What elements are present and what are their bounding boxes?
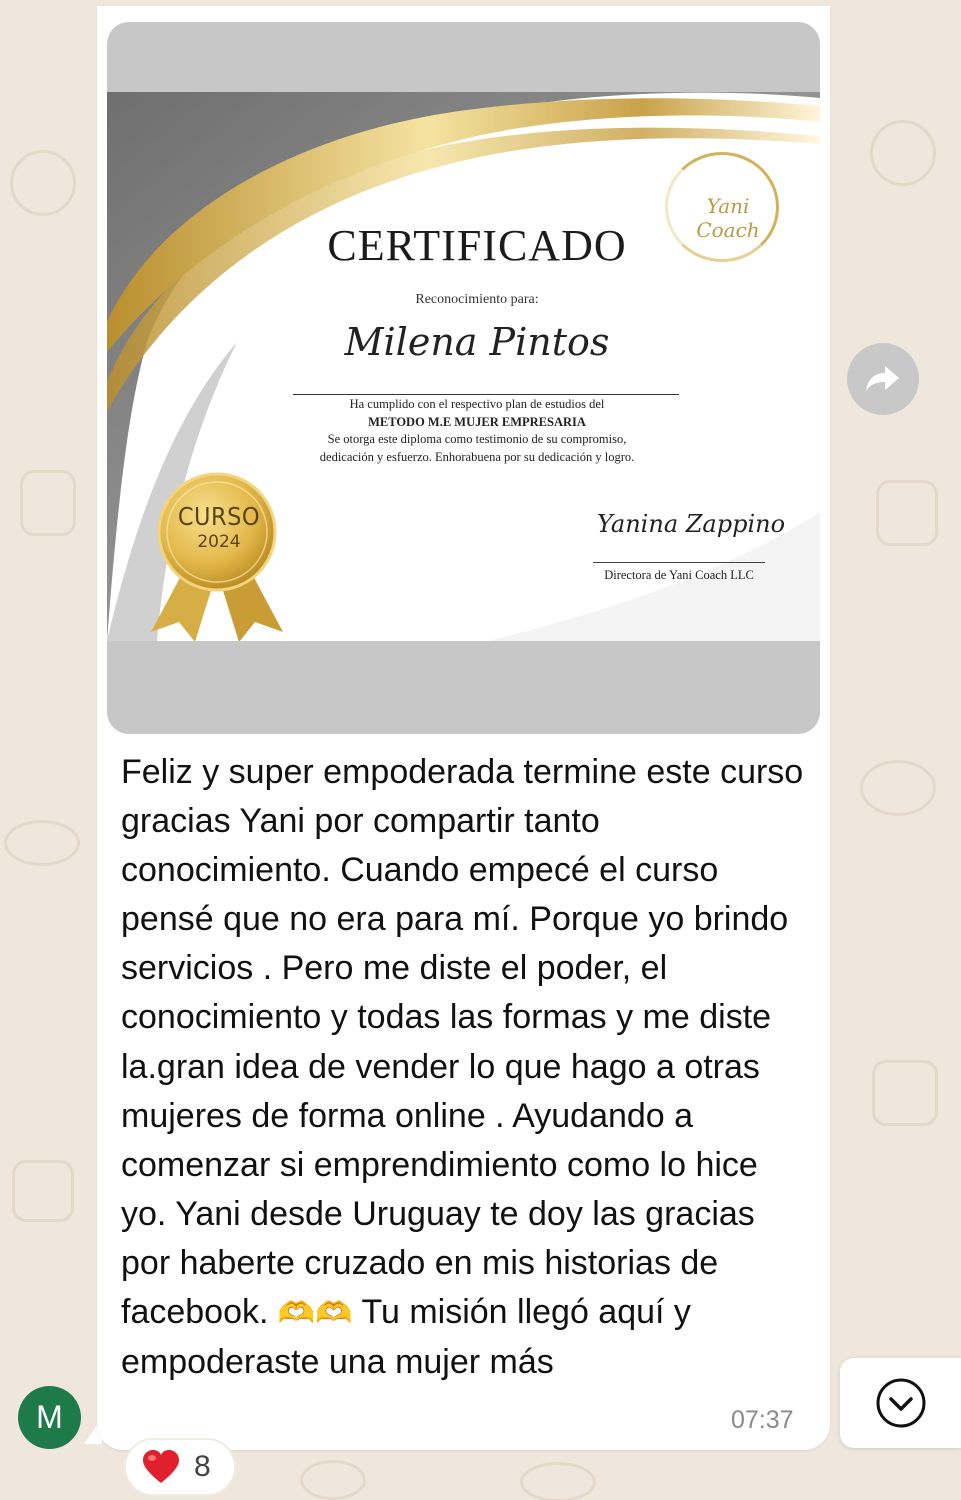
certificate-image[interactable] [107,22,820,734]
signer-title: Directora de Yani Coach LLC [604,568,754,582]
recognition-label: Reconocimiento para: [415,292,539,307]
body-line: dedicación y esfuerzo. Enhorabuena por su dedicación y logro. [319,449,635,464]
certificate-body [267,396,687,466]
message-timestamp: 07:37 [731,1406,794,1434]
wallpaper-doodle [20,470,76,536]
wallpaper-doodle [10,150,76,216]
chevron-down-icon [875,1377,927,1429]
forward-button[interactable] [847,343,919,415]
logo-text: Yani Coach [696,194,760,242]
award-seal-icon [151,472,283,641]
wallpaper-doodle [872,1060,938,1126]
body-line: Se otorga este diploma como testimonio de su compromiso, [327,432,627,446]
message-text [121,748,811,1387]
wallpaper-doodle [4,820,80,866]
wallpaper-doodle [520,1462,596,1500]
heart-icon [142,1450,180,1484]
body-line: Ha cumplido con el respectivo plan de estudios del [349,397,605,411]
wallpaper-doodle [300,1460,366,1500]
message-text-part: Tu misión llegó aquí y empoderaste una mujer más [121,1293,691,1382]
message-text-part: Feliz y super empoderada termine este curso gracias Yani por compartir tanto conocimiento. Cuando empecé el curso pensé que no era para mí. Porque yo brindo servicios . Pero me diste el poder, el conocimiento y todas las formas y me diste la.gran idea de vender lo que hago a otras mujeres de forma online . Ayudando a comenzar si emprendimiento como lo hice yo. Yani desde Uruguay te doy las gracias por haberte cruzado en mis historias de facebook. [121,753,804,1332]
program-name: METODO M.E MUJER EMPRESARIA [368,414,586,429]
recipient-name: Milena Pintos [344,320,610,364]
heart-hands-emoji: 🫶🫶 [277,1297,353,1331]
wallpaper-doodle [870,120,936,186]
forward-icon [865,364,901,394]
certificate [107,92,820,641]
sender-avatar[interactable]: M [18,1386,81,1449]
wallpaper-doodle [12,1160,74,1222]
signature-line [593,562,765,563]
message-bubble[interactable] [97,6,830,1450]
certificate-title: CERTIFICADO [327,221,627,270]
signature: Yanina Zappino [596,510,786,538]
wallpaper-doodle [860,760,936,816]
wallpaper-doodle [876,480,938,546]
name-underline [293,394,679,395]
reaction-pill[interactable] [124,1438,236,1496]
seal-year: 2024 [197,532,241,552]
seal-course-label: CURSO [177,502,261,531]
scroll-to-bottom-button[interactable] [840,1358,961,1448]
reaction-count: 8 [194,1450,211,1483]
